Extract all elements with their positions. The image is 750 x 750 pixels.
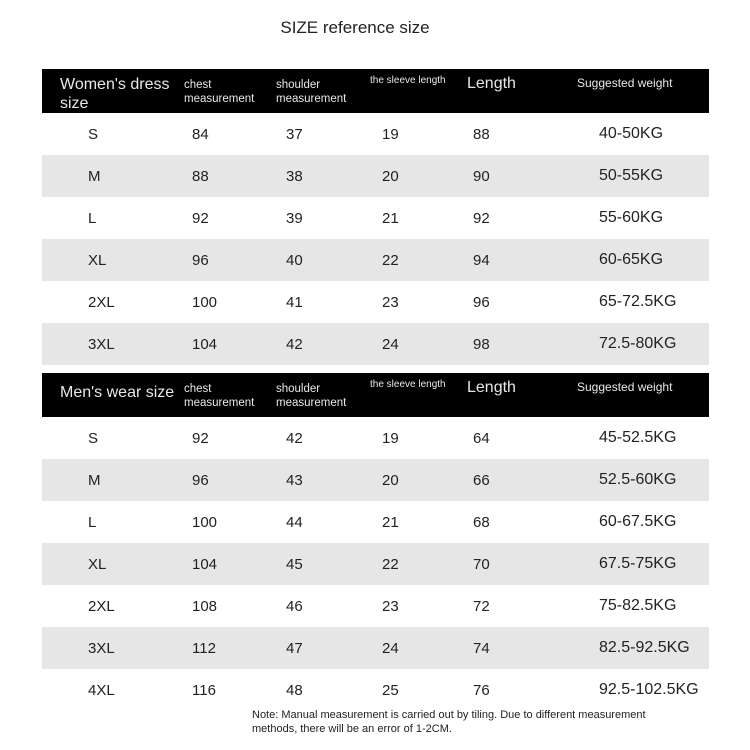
cell-weight: 75-82.5KG	[599, 597, 677, 614]
cell-size: 4XL	[88, 681, 115, 699]
header-sleeve: the sleeve length	[370, 69, 467, 113]
cell-chest: 96	[184, 459, 276, 501]
cell-length: 92	[473, 209, 490, 227]
cell-sleeve: 23	[382, 597, 399, 615]
header-size: Men's wear size	[42, 373, 184, 417]
cell-sleeve: 21	[382, 209, 399, 227]
cell-length: 96	[473, 293, 490, 311]
cell-length: 88	[473, 125, 490, 143]
table-row	[42, 459, 709, 501]
cell-weight: 55-60KG	[599, 209, 664, 226]
cell-size: S	[88, 125, 99, 143]
table-header-row	[42, 373, 709, 417]
table-row	[42, 281, 709, 323]
header-sleeve: the sleeve length	[370, 373, 467, 417]
header-weight: Suggested weight	[577, 373, 709, 417]
cell-size: 2XL	[88, 293, 115, 311]
header-weight: Suggested weight	[577, 69, 709, 113]
cell-length: 90	[467, 155, 577, 197]
cell-length: 66	[467, 459, 577, 501]
cell-shoulder: 40	[276, 239, 370, 281]
cell-length: 64	[473, 429, 490, 447]
cell-length: 94	[467, 239, 577, 281]
cell-size: XL	[42, 239, 184, 281]
cell-sleeve: 21	[382, 513, 399, 531]
cell-length: 76	[473, 681, 490, 699]
cell-shoulder: 42	[286, 429, 303, 447]
cell-weight: 65-72.5KG	[599, 293, 677, 310]
cell-size: 2XL	[88, 597, 115, 615]
cell-chest: 116	[192, 681, 216, 699]
cell-weight: 82.5-92.5KG	[577, 627, 709, 669]
header-chest: chest measurement	[184, 69, 276, 113]
cell-shoulder: 43	[276, 459, 370, 501]
cell-shoulder: 44	[286, 513, 303, 531]
cell-shoulder: 48	[286, 681, 303, 699]
cell-sleeve: 25	[382, 681, 399, 699]
cell-shoulder: 46	[286, 597, 303, 615]
cell-chest: 84	[192, 125, 209, 143]
cell-weight: 67.5-75KG	[577, 543, 709, 585]
cell-shoulder: 42	[276, 323, 370, 365]
cell-sleeve: 19	[382, 125, 399, 143]
cell-length: 74	[467, 627, 577, 669]
cell-weight: 52.5-60KG	[577, 459, 709, 501]
cell-weight: 72.5-80KG	[577, 323, 709, 365]
women-size-table	[42, 69, 709, 365]
table-row	[42, 155, 709, 197]
measurement-note: Note: Manual measurement is carried out by tiling. Due to different measurement methods, there will be an error of 1-2CM.	[252, 709, 646, 735]
cell-chest: 100	[192, 513, 218, 531]
cell-chest: 96	[184, 239, 276, 281]
table-row	[42, 417, 709, 459]
header-length: Length	[467, 373, 577, 417]
cell-chest: 104	[184, 543, 276, 585]
page-title: SIZE reference size	[280, 18, 430, 37]
cell-sleeve: 22	[370, 543, 467, 585]
cell-sleeve: 23	[382, 293, 399, 311]
men-size-table	[42, 373, 709, 711]
cell-length: 72	[473, 597, 490, 615]
cell-shoulder: 41	[286, 293, 303, 311]
table-row	[42, 627, 709, 669]
header-shoulder: shoulder measurement	[276, 373, 370, 417]
cell-weight: 92.5-102.5KG	[599, 681, 699, 698]
cell-sleeve: 20	[370, 459, 467, 501]
table-row	[42, 501, 709, 543]
cell-chest: 104	[184, 323, 276, 365]
cell-size: L	[88, 209, 97, 227]
table-row	[42, 197, 709, 239]
cell-shoulder: 39	[286, 209, 303, 227]
cell-size: 3XL	[42, 627, 184, 669]
cell-size: S	[88, 429, 99, 447]
cell-size: XL	[42, 543, 184, 585]
cell-weight: 45-52.5KG	[599, 429, 677, 446]
header-chest: chest measurement	[184, 373, 276, 417]
cell-shoulder: 47	[276, 627, 370, 669]
cell-length: 70	[467, 543, 577, 585]
cell-sleeve: 22	[370, 239, 467, 281]
header-length: Length	[467, 69, 577, 113]
cell-shoulder: 45	[276, 543, 370, 585]
cell-sleeve: 24	[370, 627, 467, 669]
table-row	[42, 585, 709, 627]
cell-size: M	[42, 155, 184, 197]
cell-sleeve: 20	[370, 155, 467, 197]
table-row	[42, 669, 709, 711]
cell-chest: 88	[184, 155, 276, 197]
table-row	[42, 323, 709, 365]
table-row	[42, 543, 709, 585]
table-row	[42, 239, 709, 281]
cell-length: 68	[473, 513, 490, 531]
cell-sleeve: 24	[370, 323, 467, 365]
cell-chest: 112	[184, 627, 276, 669]
header-shoulder: shoulder measurement	[276, 69, 370, 113]
cell-chest: 108	[192, 597, 218, 615]
cell-weight: 60-67.5KG	[599, 513, 677, 530]
cell-shoulder: 37	[286, 125, 303, 143]
cell-size: 3XL	[42, 323, 184, 365]
table-header-row	[42, 69, 709, 113]
cell-chest: 92	[192, 429, 209, 447]
cell-sleeve: 19	[382, 429, 399, 447]
cell-weight: 50-55KG	[577, 155, 709, 197]
cell-size: M	[42, 459, 184, 501]
cell-shoulder: 38	[276, 155, 370, 197]
header-size: Women's dress size	[42, 69, 184, 113]
cell-weight: 40-50KG	[599, 125, 664, 142]
cell-length: 98	[467, 323, 577, 365]
cell-chest: 92	[192, 209, 209, 227]
table-row	[42, 113, 709, 155]
cell-weight: 60-65KG	[577, 239, 709, 281]
cell-chest: 100	[192, 293, 218, 311]
cell-size: L	[88, 513, 97, 531]
